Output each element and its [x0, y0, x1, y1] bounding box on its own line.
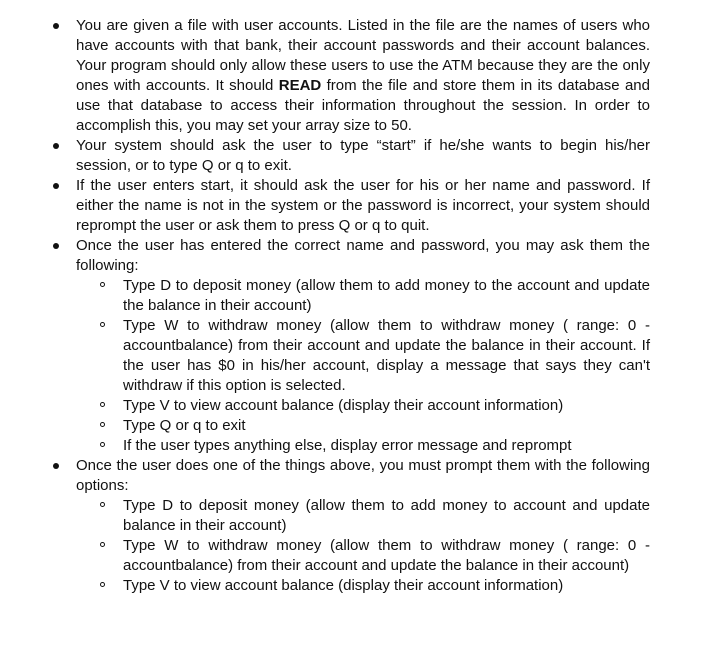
document-body: [0, 16, 720, 596]
sub-item-view-balance: Type V to view account balance (display their account information): [76, 396, 650, 416]
sub-item-exit: Type Q or q to exit: [76, 416, 650, 436]
requirements-list: [0, 16, 720, 596]
bullet-user-accounts-file: You are given a file with user accounts. Listed in the file are the names of users who have accounts with that bank, their account passwords and their account balances. Your program should only allow these users to use the ATM because they are the only ones with accounts. It should READ from the file and store them in its database and use that database to access their information throughout the session. In order to accomplish this, you may set your array size to 50.: [0, 16, 720, 136]
sub-item-view-balance-2: Type V to view account balance (display their account information): [76, 576, 650, 596]
bullet-menu-after-login: Once the user has entered the correct name and password, you may ask them the following: Type D to deposit money (allow them to add money to the account and update the balance in their account) Type W to withdraw money (allow them to withdraw money ( range: 0 - accountbalance) from their account and update the balance in their account. If the user has $0 in his/her account, display a message that says they can't withdraw if this option is selected. Type V to view account balance (display their account information) Type Q or q to exit If the user types anything else, display error message and reprompt: [0, 236, 720, 456]
sub-item-withdraw-2: Type W to withdraw money (allow them to withdraw money ( range: 0 - accountbalance) from their account and update the balance in their account): [76, 536, 650, 576]
menu-options-list: [76, 276, 650, 456]
sub-item-withdraw: Type W to withdraw money (allow them to withdraw money ( range: 0 - accountbalance) from their account and update the balance in their account. If the user has $0 in his/her account, display a message that says they can't withdraw if this option is selected.: [76, 316, 650, 396]
sub-item-deposit: Type D to deposit money (allow them to add money to the account and update the balance in their account): [76, 276, 650, 316]
bullet-start-prompt: Your system should ask the user to type “start” if he/she wants to begin his/her session, or to type Q or q to exit.: [0, 136, 720, 176]
sub-item-deposit-2: Type D to deposit money (allow them to add money to account and update balance in their account): [76, 496, 650, 536]
bullet-login: If the user enters start, it should ask the user for his or her name and password. If either the name is not in the system or the password is incorrect, your system should reprompt the user or ask them to press Q or q to quit.: [0, 176, 720, 236]
bullet-repeat-options: Once the user does one of the things above, you must prompt them with the following options: Type D to deposit money (allow them to add money to account and update balance in their account) Type W to withdraw money (allow them to withdraw money ( range: 0 - accountbalance) from their account and update the balance in their account) Type V to view account balance (display their account information): [0, 456, 720, 596]
sub-item-error: If the user types anything else, display error message and reprompt: [76, 436, 650, 456]
repeat-options-list: [76, 496, 650, 596]
read-emphasis: READ: [278, 77, 322, 94]
